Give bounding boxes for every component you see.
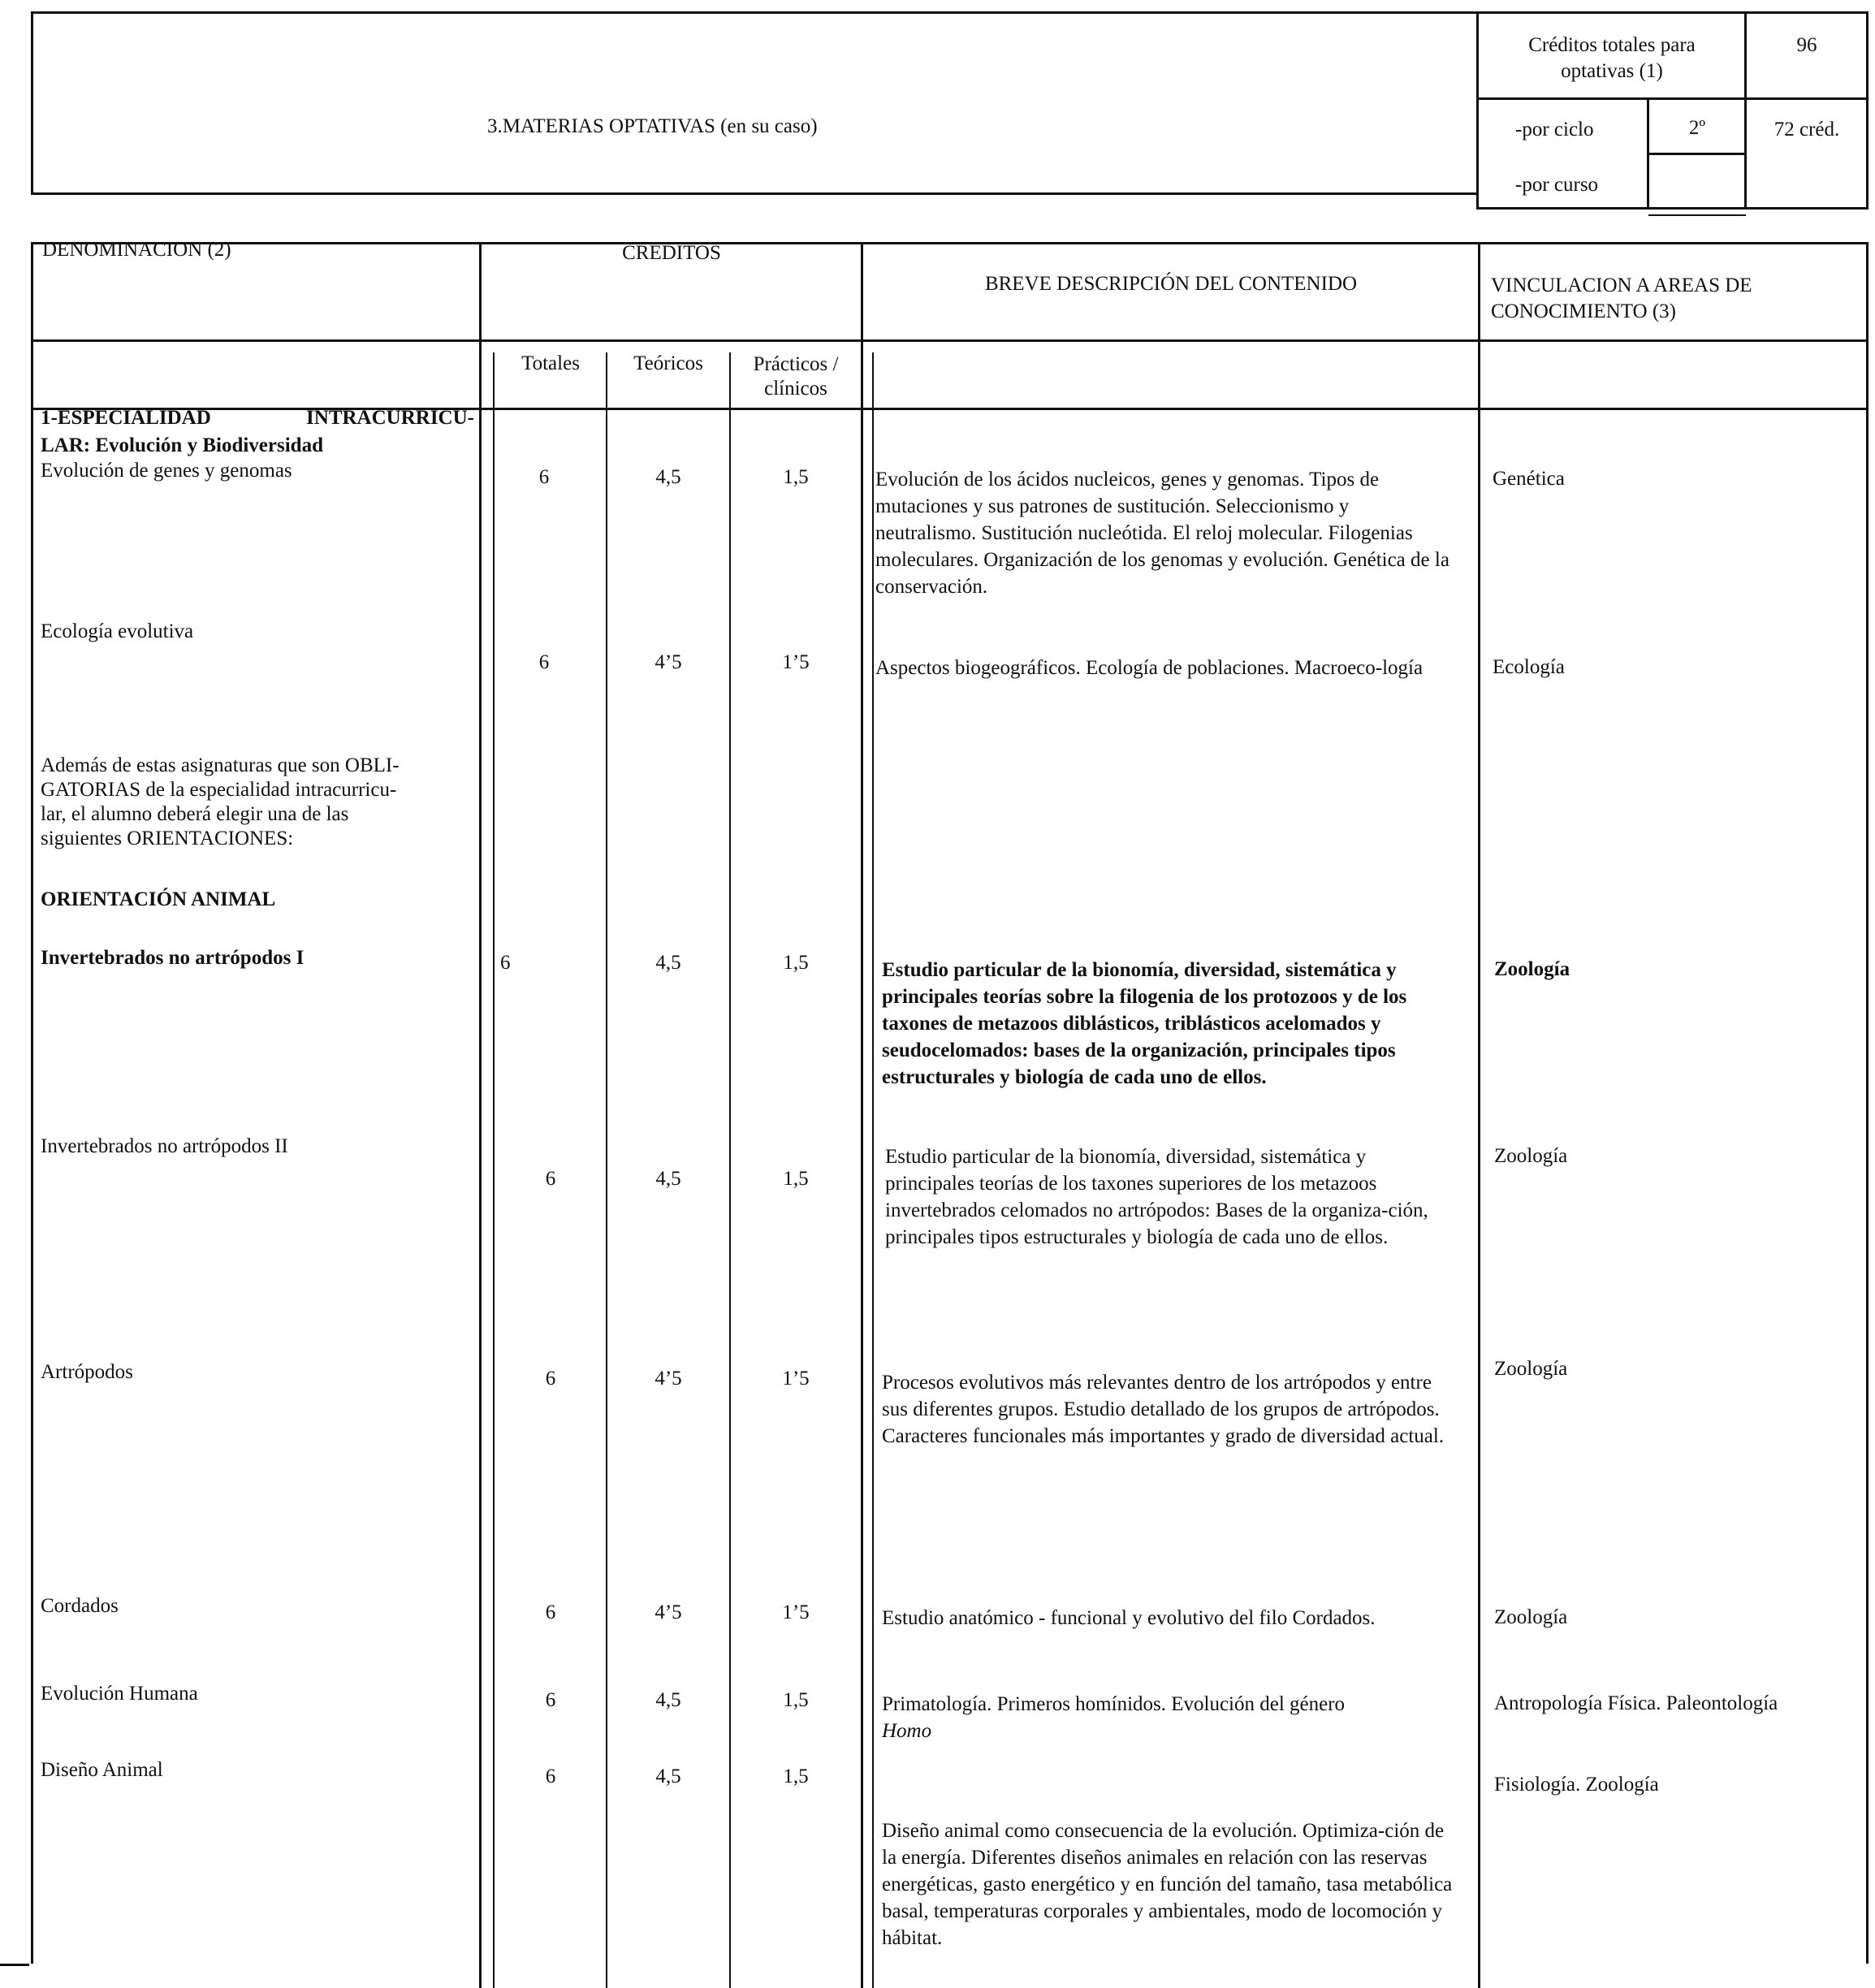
orientation-title: ORIENTACIÓN ANIMAL [41, 888, 276, 910]
row-teoricos: 4,5 [655, 466, 681, 488]
row-description-italic: Homo [882, 1720, 932, 1742]
row-description: Estudio particular de la bionomía, diversidad, sistemática y principales teorías de los taxones superiores de los metazoos invertebrados celomados no artrópodos: Bases de la organiza-ción, principales tipos estructurales y biología de cada uno de ellos. [885, 1146, 1428, 1248]
row-description-text: Primatología. Primeros homínidos. Evolución del género [882, 1693, 1346, 1715]
row-practicos: 1,5 [783, 1689, 809, 1711]
row-area: Genética [1493, 468, 1565, 490]
row-totales: 6 [545, 1168, 556, 1190]
row-area: Antropología Física. Paleontología [1494, 1692, 1778, 1714]
row-description: Procesos evolutivos más relevantes dentro de los artrópodos y entre sus diferentes grupos. Estudio detallado de los grupos de artrópodos. Caracteres funcionales más importantes y grado de diversidad actual. [882, 1372, 1445, 1447]
header-totales: Totales [521, 352, 580, 374]
row-area: Fisiología. Zoología [1494, 1774, 1659, 1796]
header-creditos: CREDITOS [622, 242, 721, 264]
por-ciclo-label: -por ciclo [1515, 119, 1594, 140]
row-totales: 6 [545, 1368, 556, 1389]
row-practicos: 1,5 [783, 952, 809, 974]
row-area: Zoología [1494, 1145, 1568, 1167]
row-name: Invertebrados no artrópodos II [41, 1135, 288, 1157]
row-totales: 6 [545, 1765, 556, 1787]
creditos-totales-label-line2: optativas (1) [1561, 60, 1663, 82]
row-area: Zoología [1494, 958, 1570, 980]
section-title [41, 404, 474, 460]
row-name: Invertebrados no artrópodos I [41, 947, 305, 969]
row-name: Artrópodos [41, 1361, 133, 1383]
row-teoricos: 4,5 [655, 1168, 681, 1190]
row-practicos: 1,5 [783, 1765, 809, 1787]
creditos-totales-label [1486, 32, 1738, 84]
note-line3: lar, el alumno deberá elegir una de las [41, 803, 349, 825]
row-teoricos: 4,5 [655, 952, 681, 974]
note-line4: siguientes ORIENTACIONES: [41, 828, 294, 849]
row-totales: 6 [545, 1601, 556, 1623]
header-practicos-line1: Prácticos / [753, 353, 839, 375]
header-practicos [731, 352, 861, 401]
row-totales: 6 [500, 952, 511, 974]
section-title-line2: LAR: Evolución y Biodiversidad [41, 434, 323, 456]
header-practicos-line2: clínicos [764, 378, 827, 400]
row-practicos: 1’5 [782, 1368, 810, 1389]
orientation-note [41, 754, 400, 851]
row-name: Evolución de genes y genomas [41, 460, 292, 482]
row-name: Diseño Animal [41, 1759, 163, 1781]
row-practicos: 1’5 [782, 651, 810, 673]
row-description: Estudio anatómico - funcional y evolutivo del filo Cordados. [882, 1607, 1376, 1629]
note-line2: GATORIAS de la especialidad intracurricu- [41, 779, 397, 801]
row-totales: 6 [545, 1689, 556, 1711]
header-vinculacion-line1: VINCULACION A AREAS DE [1491, 274, 1752, 296]
row-totales: 6 [538, 466, 550, 488]
creditos-totales-label-line1: Créditos totales para [1528, 34, 1696, 56]
row-description: Estudio particular de la bionomía, diversidad, sistemática y principales teorías sobre la filogenia de los protozoos y de los taxones de metazoos diblásticos, triblásticos acelomados y seudocelomados: bases de la organización, principales tipos estructurales y biología de cada uno de ellos. [882, 959, 1407, 1088]
row-description [882, 1691, 1458, 1744]
row-area: Ecología [1493, 656, 1565, 678]
por-ciclo-value: 2º [1688, 117, 1706, 139]
section-title-part2: INTRACURRICU- [306, 407, 474, 429]
row-teoricos: 4,5 [655, 1689, 681, 1711]
row-practicos: 1,5 [783, 466, 809, 488]
row-area: Zoología [1494, 1358, 1568, 1380]
header-vinculacion-line2: CONOCIMIENTO (3) [1491, 300, 1676, 322]
row-teoricos: 4’5 [655, 1601, 682, 1623]
row-name: Ecología evolutiva [41, 620, 194, 642]
row-name: Evolución Humana [41, 1683, 198, 1705]
section-title-part1: 1-ESPECIALIDAD [41, 407, 211, 429]
row-area: Zoología [1494, 1606, 1568, 1628]
row-description: Aspectos biogeográficos. Ecología de poblaciones. Macroeco-logía [875, 657, 1424, 679]
por-curso-label: -por curso [1515, 174, 1599, 196]
row-teoricos: 4,5 [655, 1765, 681, 1787]
row-practicos: 1,5 [783, 1168, 809, 1190]
row-description: Diseño animal como consecuencia de la evolución. Optimiza-ción de la energía. Diferentes diseños animales en relación con las reservas energéticas, gasto energético y en función del tamaño, tasa metabólica basal, temperaturas corporales y ambientales, modo de locomoción y hábitat. [882, 1820, 1453, 1949]
por-ciclo-creditos: 72 créd. [1773, 119, 1840, 140]
row-teoricos: 4’5 [655, 1368, 682, 1389]
row-practicos: 1’5 [782, 1601, 810, 1623]
header-denominacion: DENOMINACION (2) [42, 239, 231, 261]
row-description: Evolución de los ácidos nucleicos, genes y genomas. Tipos de mutaciones y sus patrones de sustitución. Seleccionismo y neutralismo. Sustitución nucleótida. El reloj molecular. Filogenias moleculares. Organización de los genomas y evolución. Genética de la conservación. [875, 469, 1449, 598]
header-descripcion: BREVE DESCRIPCIÓN DEL CONTENIDO [984, 273, 1358, 295]
page-title: 3.MATERIAS OPTATIVAS (en su caso) [487, 115, 818, 137]
creditos-totales-value: 96 [1796, 34, 1817, 56]
header-vinculacion [1491, 273, 1752, 325]
row-name: Cordados [41, 1595, 119, 1617]
row-totales: 6 [538, 651, 550, 673]
row-teoricos: 4’5 [655, 651, 682, 673]
note-line1: Además de estas asignaturas que son OBLI- [41, 754, 400, 776]
header-teoricos: Teóricos [633, 352, 703, 374]
